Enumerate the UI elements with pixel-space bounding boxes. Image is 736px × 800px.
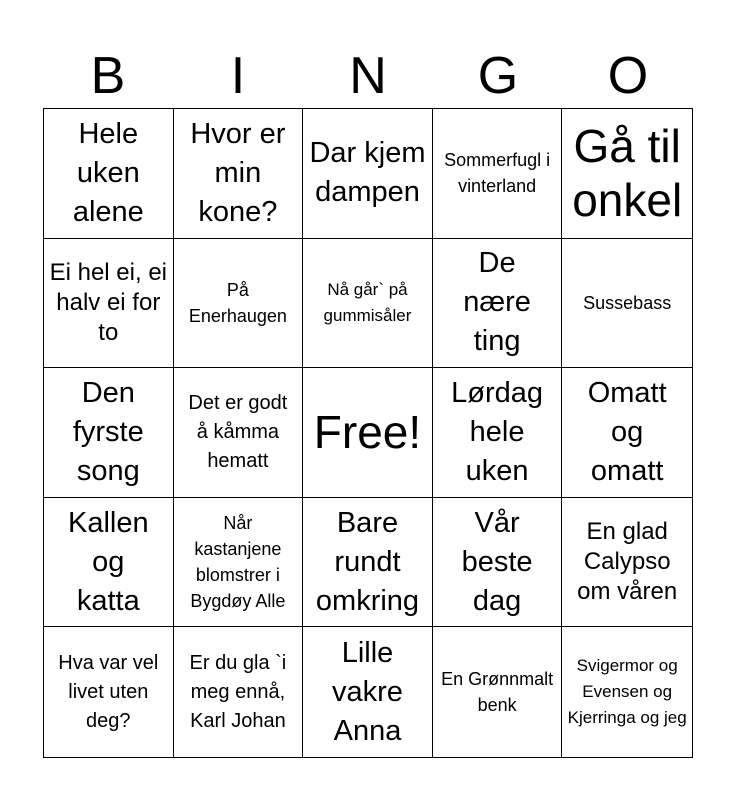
bingo-cell-text: Sommerfugl i vinterland: [444, 150, 551, 197]
bingo-cell-text: Hvor er min kone?: [190, 117, 286, 228]
bingo-cell-text: En glad Calypso om våren: [577, 518, 678, 606]
header-letter-i: I: [230, 47, 246, 105]
bingo-cell-text: Gå til onkel: [572, 120, 683, 227]
bingo-cell-r1-c2[interactable]: [174, 109, 304, 239]
bingo-cell-text: Free!: [313, 406, 422, 459]
bingo-cell-r1-c5[interactable]: [562, 109, 692, 239]
bingo-cell-text: På Enerhaugen: [188, 279, 287, 326]
bingo-cell-r2-c1[interactable]: [44, 239, 174, 369]
bingo-cell-r3-c1[interactable]: [44, 368, 174, 498]
bingo-cell-text: Dar kjem dampen: [309, 137, 426, 209]
bingo-cell-text: Hele uken alene: [72, 117, 144, 228]
bingo-cell-r5-c1[interactable]: [44, 627, 174, 757]
bingo-header: [43, 44, 693, 108]
bingo-cell-text: Er du gla `i meg ennå, Karl Johan: [189, 651, 287, 732]
bingo-cell-text: Det er godt å kåmma hematt: [188, 391, 288, 472]
bingo-cell-r5-c4[interactable]: [433, 627, 563, 757]
bingo-cell-r3-c4[interactable]: [433, 368, 563, 498]
bingo-cell-text: Svigermor og Evensen og Kjerringa og jeg: [567, 656, 687, 728]
bingo-cell-text: Lørdag hele uken: [451, 376, 544, 487]
bingo-cell-text: En Grønnmalt benk: [441, 669, 554, 716]
header-letter-o: O: [607, 47, 649, 105]
bingo-cell-r1-c1[interactable]: [44, 109, 174, 239]
bingo-cell-r4-c2[interactable]: [174, 498, 304, 628]
bingo-cell-r3-c5[interactable]: [562, 368, 692, 498]
bingo-cell-r4-c3[interactable]: [303, 498, 433, 628]
bingo-cell-r1-c3[interactable]: [303, 109, 433, 239]
bingo-cell-text: Ei hel ei, ei halv ei for to: [49, 258, 167, 346]
bingo-cell-text: Lille vakre Anna: [332, 636, 403, 747]
bingo-cell-text: Bare rundt omkring: [315, 506, 420, 617]
bingo-cell-r5-c2[interactable]: [174, 627, 304, 757]
bingo-cell-r1-c4[interactable]: [433, 109, 563, 239]
bingo-cell-text: Sussebass: [583, 292, 672, 313]
bingo-board: [43, 108, 693, 758]
bingo-cell-r4-c1[interactable]: [44, 498, 174, 628]
bingo-cell-text: Kallen og katta: [67, 506, 149, 617]
bingo-cell-r5-c3[interactable]: [303, 627, 433, 757]
bingo-cell-r2-c4[interactable]: [433, 239, 563, 369]
header-letter-g: G: [477, 47, 519, 105]
bingo-cell-text: Hva var vel livet uten deg?: [58, 651, 159, 732]
bingo-cell-text: Vår beste dag: [461, 506, 533, 617]
bingo-cell-r2-c3[interactable]: [303, 239, 433, 369]
bingo-cell-r2-c2[interactable]: [174, 239, 304, 369]
bingo-cell-text: Omatt og omatt: [587, 376, 667, 487]
bingo-cell-text: De nære ting: [463, 247, 531, 358]
bingo-cell-r4-c4[interactable]: [433, 498, 563, 628]
bingo-cell-r5-c5[interactable]: [562, 627, 692, 757]
bingo-cell-r2-c5[interactable]: [562, 239, 692, 369]
bingo-cell-r4-c5[interactable]: [562, 498, 692, 628]
header-letter-b: B: [90, 47, 126, 105]
bingo-cell-r3-c3[interactable]: [303, 368, 433, 498]
bingo-cell-text: Når kastanjene blomstrer i Bygdøy Alle: [190, 513, 286, 612]
bingo-cell-text: Den fyrste song: [72, 376, 144, 487]
header-letter-n: N: [349, 47, 387, 105]
bingo-cell-text: Nå går` på gummisåler: [323, 279, 412, 325]
bingo-cell-r3-c2[interactable]: [174, 368, 304, 498]
